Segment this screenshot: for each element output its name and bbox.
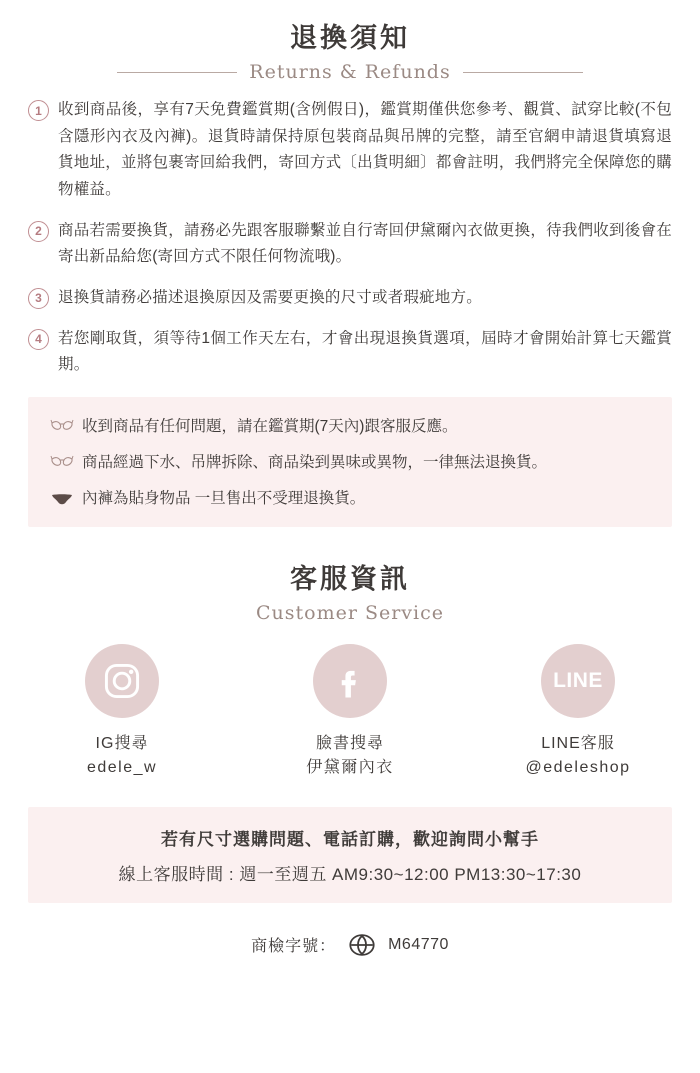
returns-title: 退換須知 <box>290 23 410 53</box>
list-item-text: 若您剛取貨，須等待1個工作天左右，才會出現退換貨選項，屆時才會開始計算七天鑑賞期。 <box>58 329 672 374</box>
bra-icon <box>50 417 74 437</box>
divider-right <box>463 72 583 73</box>
list-item <box>28 97 672 204</box>
bsmi-mark-icon <box>344 934 380 956</box>
list-item-text: 商品若需要換貨，請務必先跟客服聯繫並自行寄回伊黛爾內衣做更換，待我們收到後會在寄出新品給您(寄回方式不限任何物流哦)。 <box>58 221 672 266</box>
list-number-badge: 4 <box>28 329 49 350</box>
notice-line <box>50 487 650 510</box>
facebook-icon[interactable] <box>313 644 387 718</box>
returns-and-service-page <box>0 16 700 1073</box>
list-number-badge: 3 <box>28 288 49 309</box>
notice-line <box>50 451 650 474</box>
returns-subtitle: Returns & Refunds <box>249 61 451 83</box>
list-item-text: 收到商品後，享有7天免費鑑賞期(含例假日)，鑑賞期僅供您參考、觀賞、試穿比較(不包含隱形內衣及內褲)。退貨時請保持原包裝商品與吊牌的完整，請至官網申請退貨填寫退貨地址，並將包裹寄回給我們，寄回方式〔出貨明細〕都會註明，我們將完全保障您的購物權益。 <box>58 101 672 198</box>
notice-text: 收到商品有任何問題，請在鑑賞期(7天內)跟客服反應。 <box>82 417 458 435</box>
returns-subtitle-row <box>28 61 672 83</box>
social-channel-line[interactable] <box>503 644 653 782</box>
list-number-badge: 2 <box>28 221 49 242</box>
notice-text: 內褲為貼身物品 一旦售出不受理退換貨。 <box>82 490 366 508</box>
notice-line <box>50 415 650 438</box>
panty-icon <box>50 489 74 509</box>
list-item-text: 退換貨請務必描述退換原因及需要更換的尺寸或者瑕疵地方。 <box>58 288 482 306</box>
notice-box <box>28 397 672 527</box>
divider-left <box>117 72 237 73</box>
service-hours-headline: 若有尺寸選購問題、電話訂購，歡迎詢問小幫手 <box>161 830 539 850</box>
terms-list <box>28 97 672 379</box>
certification-code: M64770 <box>388 935 449 953</box>
social-label: IG搜尋 <box>95 734 149 752</box>
social-handle: @edeleshop <box>525 759 631 777</box>
customer-service-subtitle: Customer Service <box>255 601 445 624</box>
customer-service-subtitle-row <box>28 602 672 624</box>
social-channel-instagram[interactable] <box>47 644 197 782</box>
social-label: 臉書搜尋 <box>315 734 384 752</box>
list-item <box>28 218 672 271</box>
certification-label: 商檢字號： <box>251 938 337 956</box>
list-item <box>28 285 672 312</box>
list-item <box>28 326 672 379</box>
service-hours-box <box>28 807 672 903</box>
customer-service-title: 客服資訊 <box>290 563 410 594</box>
service-hours-detail: 線上客服時間 : 週一至週五 AM9:30~12:00 PM13:30~17:30 <box>118 865 582 885</box>
social-label: LINE客服 <box>541 734 615 752</box>
social-handle: 伊黛爾內衣 <box>306 759 394 777</box>
line-icon[interactable] <box>541 644 615 718</box>
social-channels <box>28 644 672 782</box>
returns-section <box>28 16 672 527</box>
notice-text: 商品經過下水、吊牌拆除、商品染到異味或異物，一律無法退換貨。 <box>82 454 548 472</box>
instagram-icon[interactable] <box>85 644 159 718</box>
social-handle: edele_w <box>86 759 158 777</box>
list-number-badge: 1 <box>28 100 49 121</box>
social-channel-facebook[interactable] <box>275 644 425 782</box>
bra-icon <box>50 453 74 473</box>
customer-service-section <box>28 557 672 904</box>
certification-row <box>28 933 672 956</box>
line-icon-label: LINE <box>553 668 603 692</box>
